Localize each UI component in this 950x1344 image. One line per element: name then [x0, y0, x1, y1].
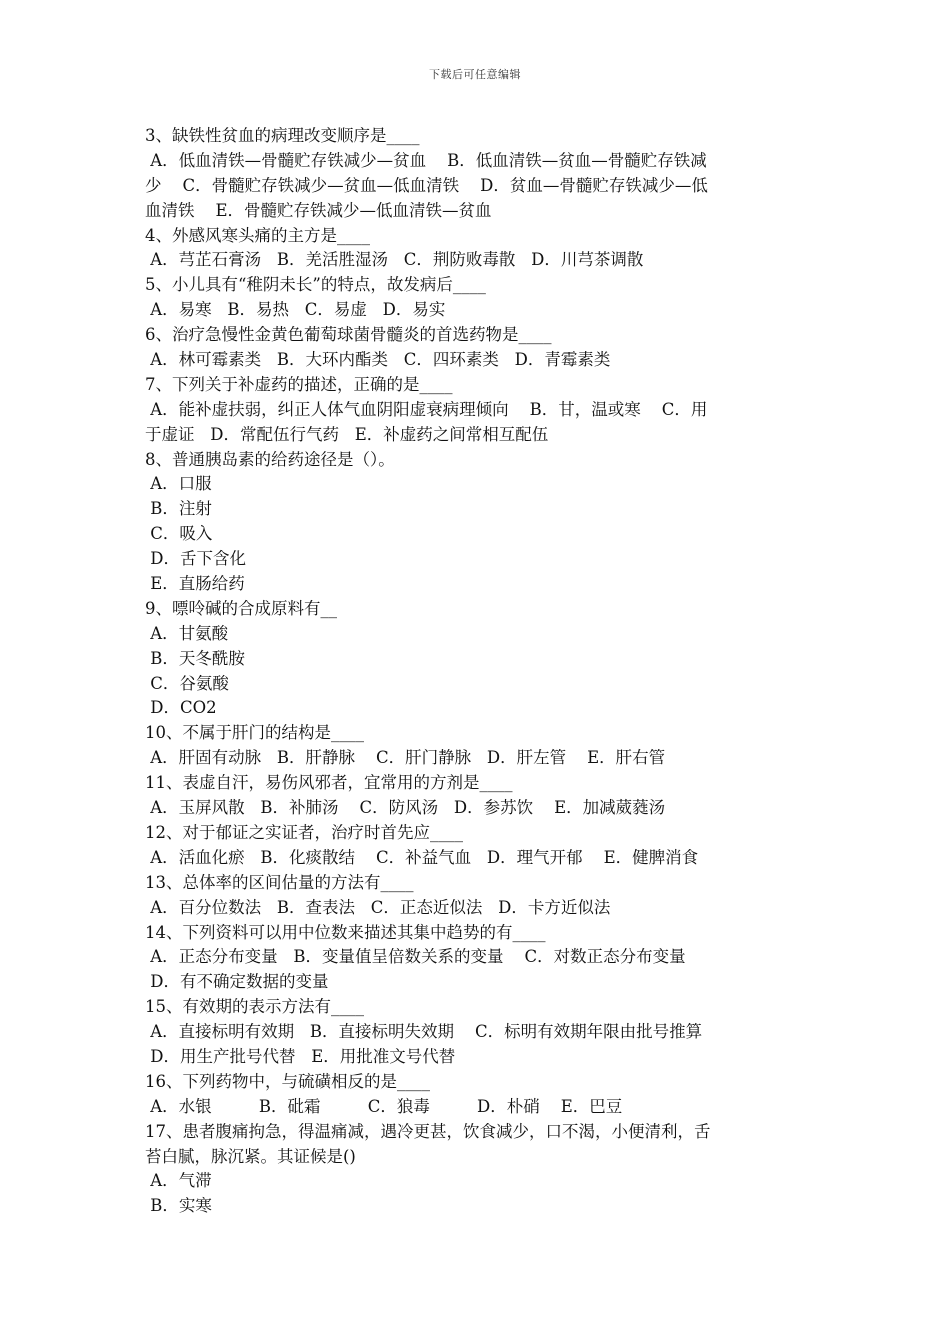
text-line: 9、嘌呤碱的合成原料有__ — [145, 598, 337, 618]
page-header: 下载后可任意编辑 — [429, 68, 521, 81]
option-line: D．有不确定数据的变量 — [145, 972, 329, 992]
text-line: 苔白腻，脉沉紧。其证候是() — [145, 1146, 356, 1166]
text-line: 12、对于郁证之实证者，治疗时首先应____ — [145, 822, 463, 842]
option-line: C．吸入 — [145, 524, 213, 544]
option-line: A．肝固有动脉 B．肝静脉 C．肝门静脉 D．肝左管 E．肝右管 — [145, 748, 666, 768]
text-line: 7、下列关于补虚药的描述，正确的是____ — [145, 374, 453, 394]
option-line: B．实寒 — [145, 1196, 212, 1216]
document-body — [145, 124, 810, 1219]
text-line: 8、普通胰岛素的给药途径是（）。 — [145, 449, 395, 469]
option-line: B．天冬酰胺 — [145, 648, 245, 668]
text-line: 6、治疗急慢性金黄色葡萄球菌骨髓炎的首选药物是____ — [145, 325, 552, 345]
option-line: A．能补虚扶弱，纠正人体气血阴阳虚衰病理倾向 B．甘，温或寒 C．用 — [145, 399, 708, 419]
option-line: A．低血清铁—骨髓贮存铁减少—贫血 B．低血清铁—贫血—骨髓贮存铁减 — [145, 150, 707, 170]
text-line: 血清铁 E．骨髓贮存铁减少—低血清铁—贫血 — [145, 200, 492, 220]
text-line: 4、外感风寒头痛的主方是____ — [145, 225, 370, 245]
option-line: A．玉屏风散 B．补肺汤 C．防风汤 D．参苏饮 E．加减葳蕤汤 — [145, 798, 666, 818]
option-line: A．甘氨酸 — [145, 623, 229, 643]
option-line: A．芎芷石膏汤 B．羌活胜湿汤 C．荆防败毒散 D．川芎茶调散 — [145, 250, 644, 270]
option-line: E．直肠给药 — [145, 574, 245, 594]
option-line: C．谷氨酸 — [145, 673, 229, 693]
text-line: 5、小儿具有“稚阴未长”的特点，故发病后____ — [145, 275, 486, 295]
option-line: A．口服 — [145, 474, 212, 494]
text-line: 16、下列药物中，与硫磺相反的是____ — [145, 1071, 430, 1091]
text-line: 17、患者腹痛拘急，得温痛减，遇冷更甚，饮食减少，口不渴，小便清利，舌 — [145, 1121, 711, 1141]
option-line: D．用生产批号代替 E．用批准文号代替 — [145, 1046, 456, 1066]
text-line: 3、缺铁性贫血的病理改变顺序是____ — [145, 126, 420, 145]
text-line: 11、表虚自汗，易伤风邪者，宜常用的方剂是____ — [145, 773, 513, 793]
text-line: 14、下列资料可以用中位数来描述其集中趋势的有____ — [145, 922, 546, 942]
text-line: 13、总体率的区间估量的方法有____ — [145, 872, 414, 892]
text-line: 于虚证 D．常配伍行气药 E．补虚药之间常相互配伍 — [145, 424, 549, 444]
option-line: A．活血化瘀 B．化痰散结 C．补益气血 D．理气开郁 E．健脾消食 — [145, 847, 699, 867]
option-line: D．CO2 — [145, 698, 217, 718]
option-line: A．气滞 — [145, 1171, 212, 1191]
option-line: D．舌下含化 — [145, 549, 246, 569]
text-line: 少 C．骨髓贮存铁减少—贫血—低血清铁 D．贫血—骨髓贮存铁减少—低 — [145, 175, 708, 195]
option-line: B．注射 — [145, 499, 212, 519]
option-line: A．正态分布变量 B．变量值呈倍数关系的变量 C．对数正态分布变量 — [145, 947, 686, 967]
option-line: A．直接标明有效期 B．直接标明失效期 C．标明有效期年限由批号推算 — [145, 1022, 703, 1042]
option-line: A．易寒 B．易热 C．易虚 D．易实 — [145, 300, 446, 320]
option-line: A．水银 B．砒霜 C．狼毒 D．朴硝 E．巴豆 — [145, 1096, 623, 1116]
text-line: 10、不属于肝门的结构是____ — [145, 723, 364, 743]
text-line: 15、有效期的表示方法有____ — [145, 997, 364, 1017]
option-line: A．林可霉素类 B．大环内酯类 C．四环素类 D．青霉素类 — [145, 350, 611, 370]
option-line: A．百分位数法 B．查表法 C．正态近似法 D．卡方近似法 — [145, 897, 611, 917]
